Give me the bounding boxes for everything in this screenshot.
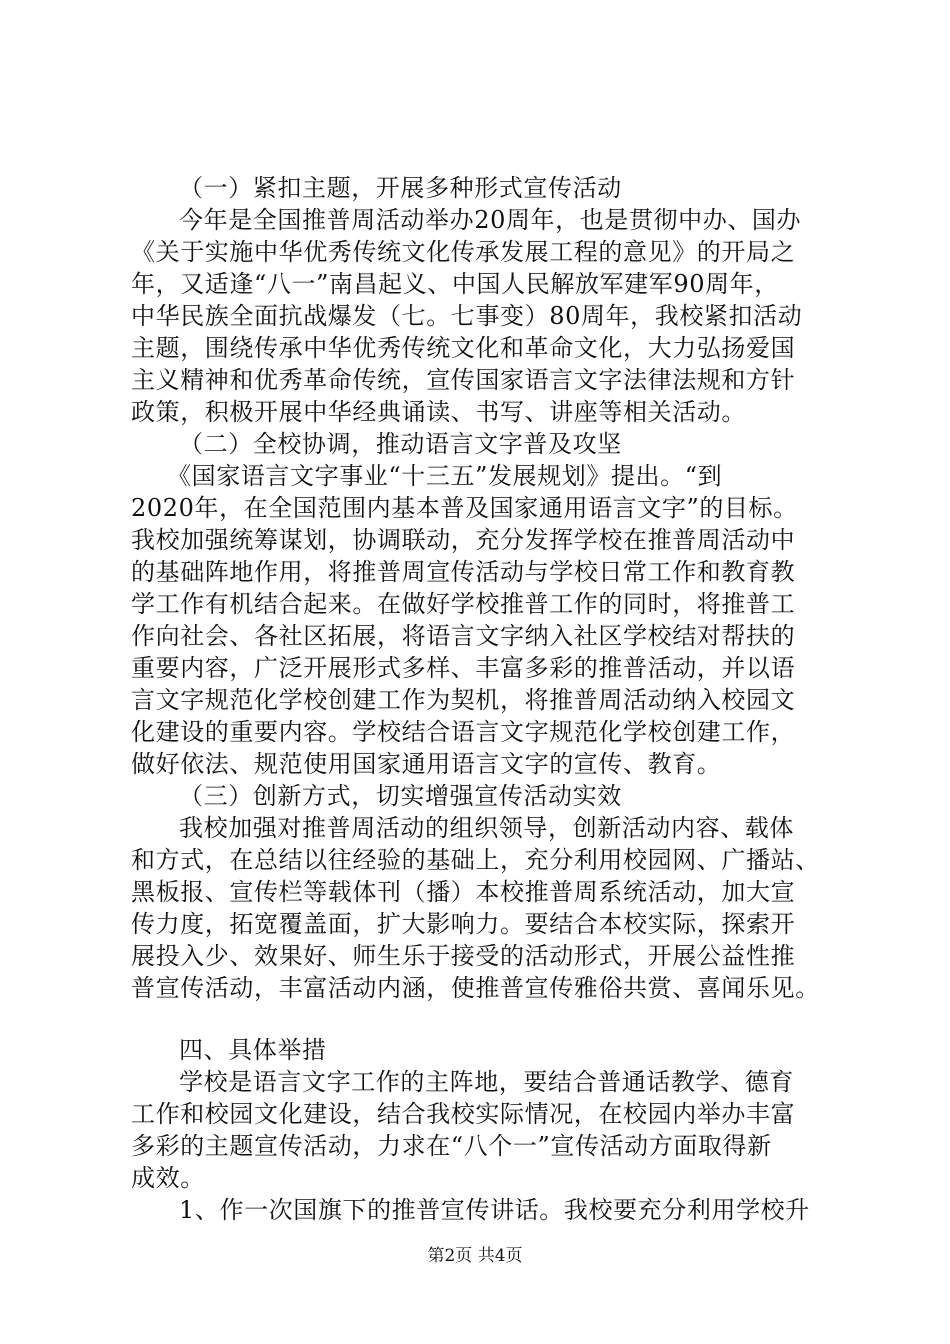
paragraph-line: 普宣传活动，丰富活动内涵，使推普宣传雅俗共赏、喜闻乐见。 xyxy=(131,974,820,1002)
paragraph-line: 化建设的重要内容。学校结合语言文字规范化学校创建工作， xyxy=(131,718,796,746)
paragraph-line: 多彩的主题宣传活动，力求在“八个一”宣传活动方面取得新 xyxy=(131,1132,772,1160)
paragraph-line: 主题，围绕传承中华优秀传统文化和革命文化，大力弘扬爱国 xyxy=(131,334,796,362)
section-heading-2: （二）全校协调，推动语言文字普及攻坚 xyxy=(179,430,622,458)
paragraph-line: 《关于实施中华优秀传统文化传承发展工程的意见》的开局之 xyxy=(131,238,796,266)
page-number-footer: 第2页 共4页 xyxy=(427,1246,523,1266)
paragraph-line: 我校加强统筹谋划，协调联动，充分发挥学校在推普周活动中 xyxy=(131,526,796,554)
paragraph-line: 黑板报、宣传栏等载体刊（播）本校推普周系统活动，加大宣 xyxy=(131,878,796,906)
section-heading-3: （三）创新方式，切实增强宣传活动实效 xyxy=(179,782,622,810)
paragraph-line: 中华民族全面抗战爆发（七。七事变）80周年，我校紧扣活动 xyxy=(131,302,803,330)
document-page xyxy=(131,172,823,1226)
paragraph-line: 重要内容，广泛开展形式多样、丰富多彩的推普活动，并以语 xyxy=(131,654,796,682)
paragraph-line: 2020年，在全国范围内基本普及国家通用语言文字”的目标。 xyxy=(131,494,798,522)
paragraph-line: 年，又适逢“八一”南昌起义、中国人民解放军建军90周年， xyxy=(131,270,779,298)
paragraph-line: 成效。 xyxy=(131,1164,205,1192)
paragraph-line: 做好依法、规范使用国家通用语言文字的宣传、教育。 xyxy=(131,750,722,778)
paragraph-line: 工作和校园文化建设，结合我校实际情况，在校园内举办丰富 xyxy=(131,1100,796,1128)
paragraph-line: 学校是语言文字工作的主阵地，要结合普通话教学、德育 xyxy=(179,1068,794,1096)
paragraph-line: 我校加强对推普周活动的组织领导，创新活动内容、载体 xyxy=(179,814,794,842)
paragraph-line: 传力度，拓宽覆盖面，扩大影响力。要结合本校实际，探索开 xyxy=(131,910,796,938)
paragraph-gap xyxy=(131,1004,823,1034)
paragraph-line: 的基础阵地作用，将推普周宣传活动与学校日常工作和教育教 xyxy=(131,558,796,586)
paragraph-line: 主义精神和优秀革命传统，宣传国家语言文字法律法规和方针 xyxy=(131,366,796,394)
paragraph-line: 和方式，在总结以往经验的基础上，充分利用校园网、广播站、 xyxy=(131,846,820,874)
paragraph-line: 作向社会、各社区拓展，将语言文字纳入社区学校结对帮扶的 xyxy=(131,622,796,650)
section-heading-4: 四、具体举措 xyxy=(179,1036,327,1064)
paragraph-line: 今年是全国推普周活动举办20周年，也是贯彻中办、国办 xyxy=(179,206,802,234)
list-item-1: 1、作一次国旗下的推普宣传讲话。我校要充分利用学校升 xyxy=(179,1196,810,1224)
paragraph-line: 政策，积极开展中华经典诵读、书写、讲座等相关活动。 xyxy=(131,398,746,426)
section-heading-1: （一）紧扣主题，开展多种形式宣传活动 xyxy=(179,174,622,202)
paragraph-line: 言文字规范化学校创建工作为契机，将推普周活动纳入校园文 xyxy=(131,686,796,714)
paragraph-line: 展投入少、效果好、师生乐于接受的活动形式，开展公益性推 xyxy=(131,942,796,970)
paragraph-line: 学工作有机结合起来。在做好学校推普工作的同时，将推普工 xyxy=(131,590,796,618)
paragraph-line: 《国家语言文字事业“十三五”发展规划》提出。“到 xyxy=(167,462,723,490)
